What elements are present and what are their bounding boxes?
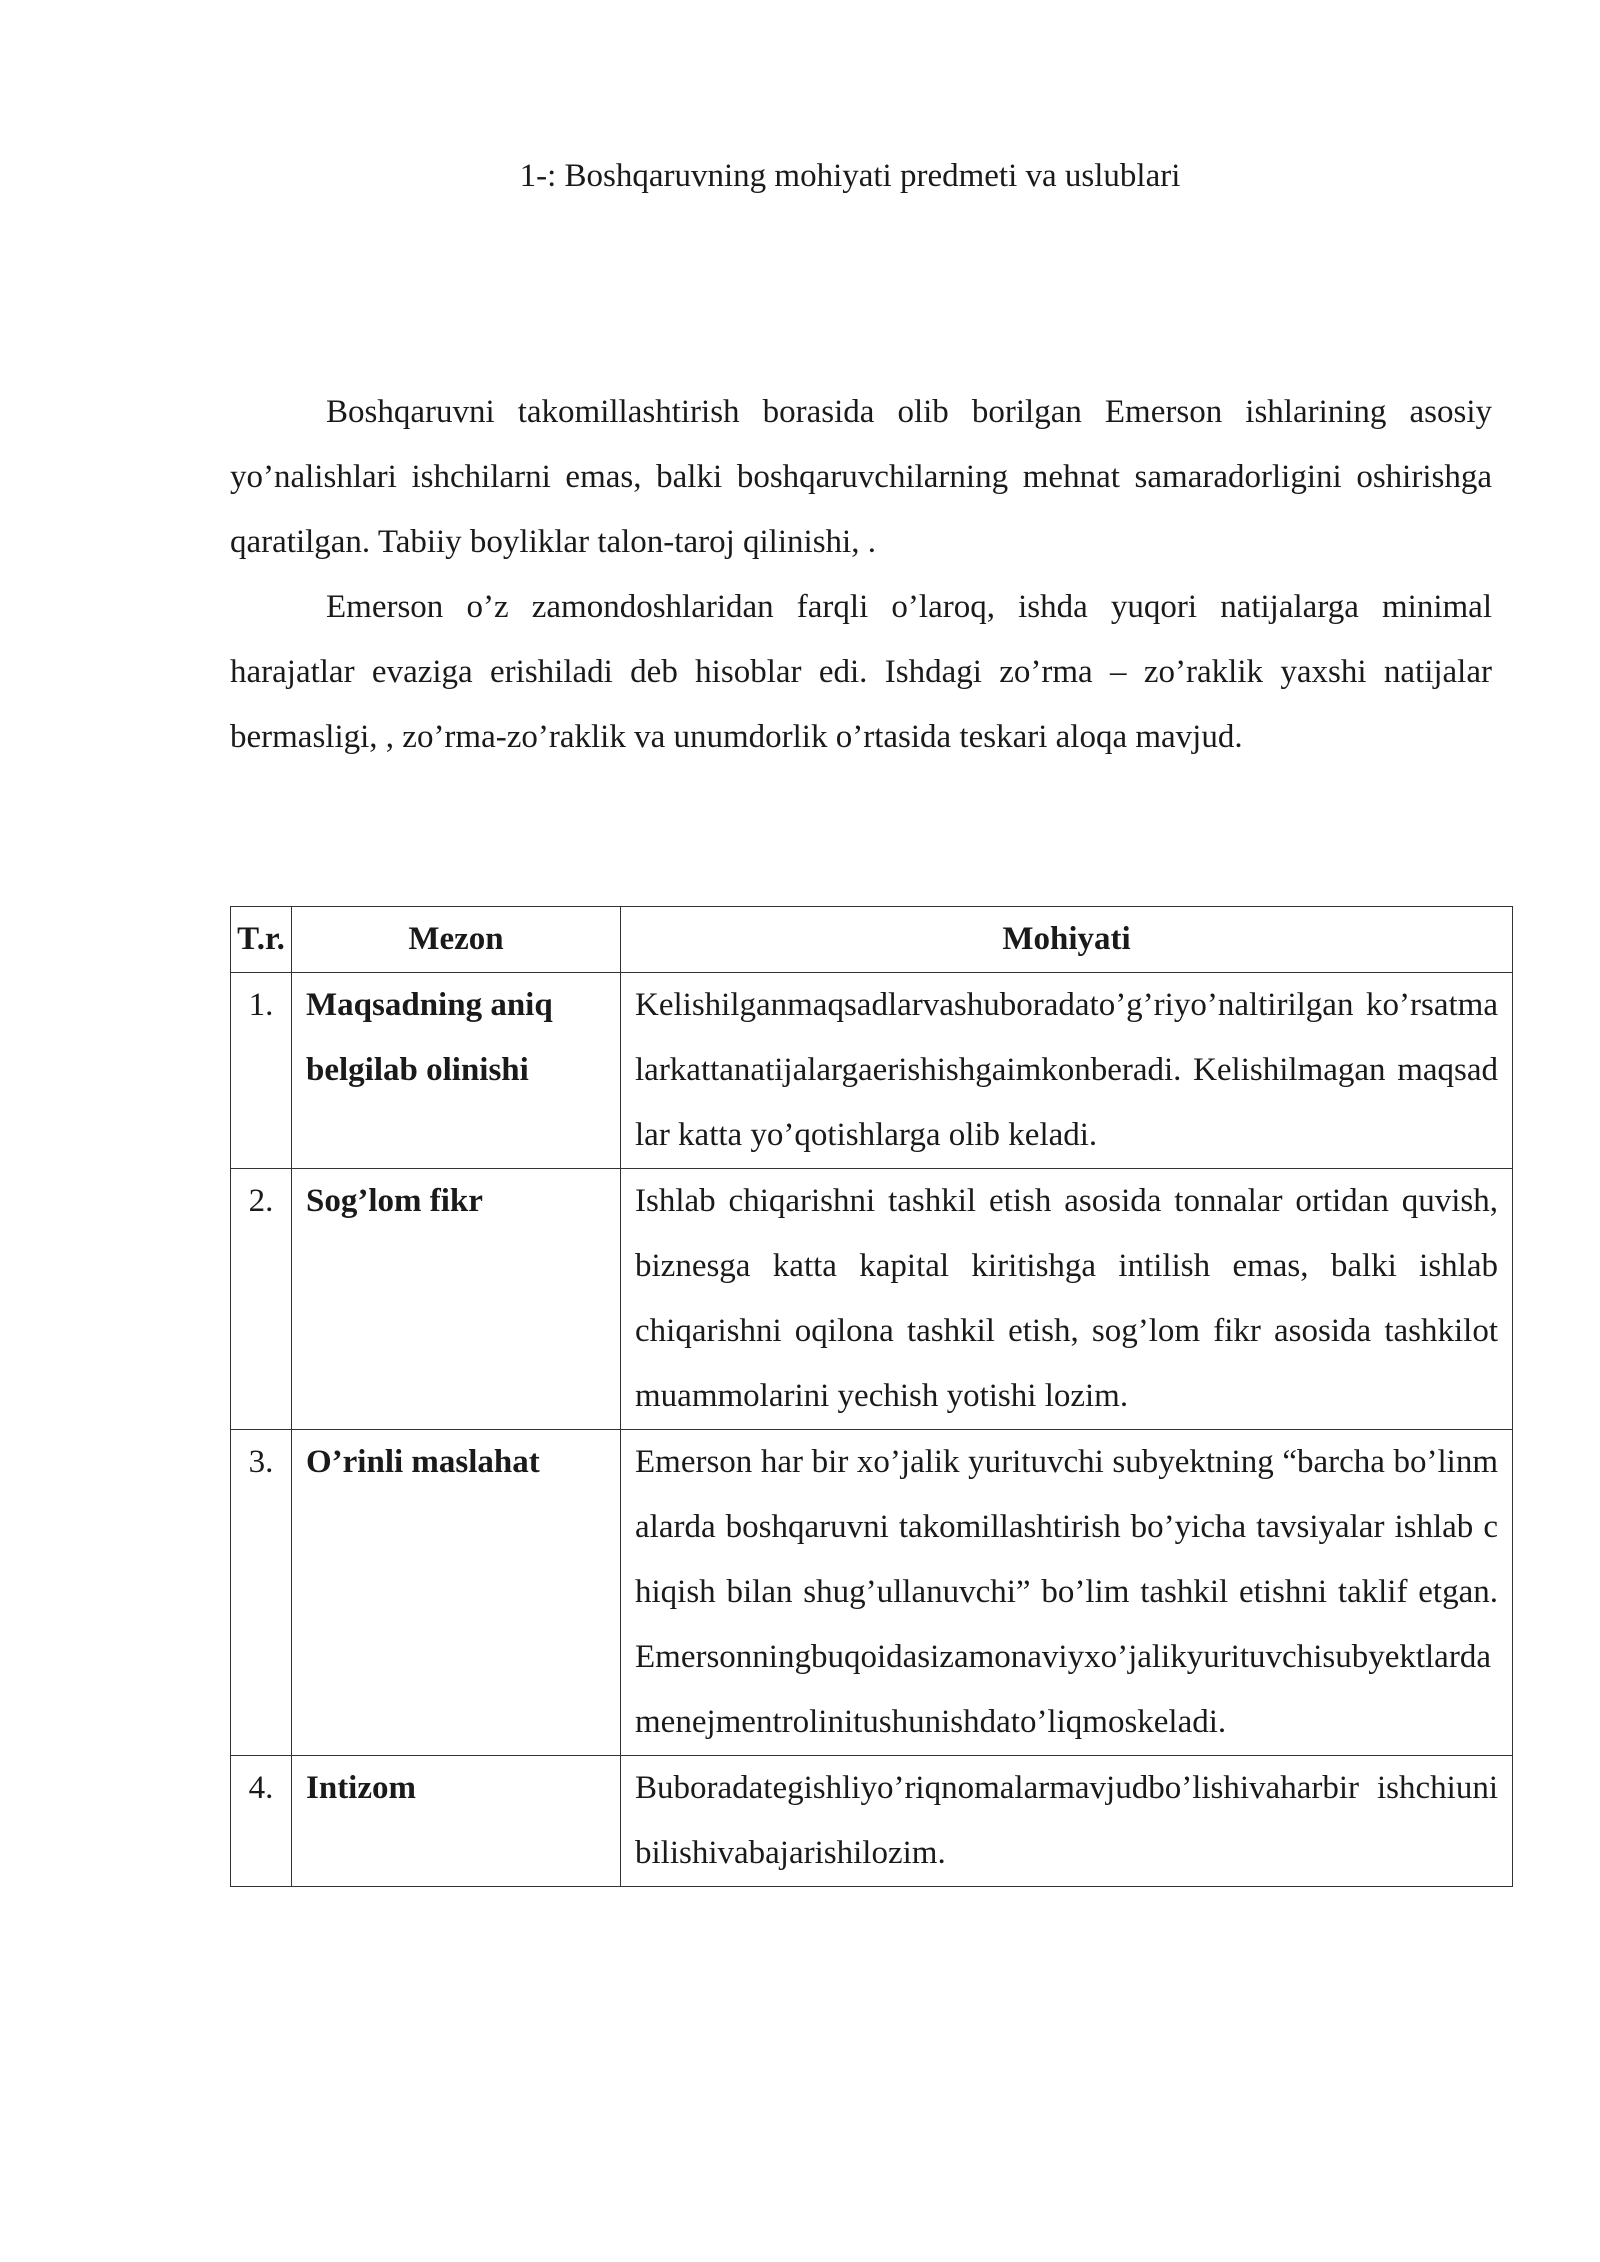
table-row [231,1756,1513,1887]
row-description: Buboradategishliyo’riqnomalarmavjudbo’lishivaharbir ishchiunibilishivabajarishilozim. [621,1756,1513,1887]
row-number: 2. [231,1169,292,1430]
row-number: 4. [231,1756,292,1887]
row-description: Kelishilganmaqsadlarvashuboradato’g’riyo’naltirilgan ko’rsatmalarkattanatijalargaerishishgaimkonberadi. Kelishilmagan maqsadlar katta yo’qotishlarga olib keladi. [621,973,1513,1169]
row-number: 1. [231,973,292,1169]
paragraph-2: Emerson o’z zamondoshlaridan farqli o’laroq, ishda yuqori natijalarga minimal harajatlar evaziga erishiladi deb hisoblar edi. Ishdagi zo’rma – zo’raklik yaxshi natijalar bermasligi, , zo’rma-zo’raklik va unumdorlik o’rtasida teskari aloqa mavjud. [230,589,1492,755]
page-title: 1-: Boshqaruvning mohiyati predmeti va uslublari [519,158,1181,194]
row-criterion: O’rinli maslahat [292,1430,621,1756]
table-row [231,1169,1513,1430]
row-description: Ishlab chiqarishni tashkil etish asosida tonnalar ortidan quvish, biznesga katta kapital kiritishga intilish emas, balki ishlab chiqarishni oqilona tashkil etish, sog’lom fikr asosida tashkilot muammolarini yechish yotishi lozim. [621,1169,1513,1430]
table-header-row [231,907,1513,973]
criteria-table [230,906,1513,1887]
row-description: Emerson har bir xo’jalik yurituvchi subyektning “barcha bo’linmalarda boshqaruvni takomillashtirish bo’yicha tavsiyalar ishlab chiqish bilan shug’ullanuvchi” bo’lim tashkil etishni taklif etgan. Emersonningbuqoidasizamonaviyxo’jalikyurituvchisubyektlardamenejmentrolinitushunishdato’liqmoskeladi. [621,1430,1513,1756]
row-number: 3. [231,1430,292,1756]
row-criterion: Intizom [292,1756,621,1887]
table-row [231,973,1513,1169]
header-description: Mohiyati [621,907,1513,973]
row-criterion: Sog’lom fikr [292,1169,621,1430]
header-number: T.r. [231,907,292,973]
table-row [231,1430,1513,1756]
body-text [230,380,1492,770]
row-criterion: Maqsadning aniq belgilab olinishi [292,973,621,1169]
paragraph-1: Boshqaruvni takomillashtirish borasida olib borilgan Emerson ishlarining asosiy yo’nalishlari ishchilarni emas, balki boshqaruvchilarning mehnat samaradorligini oshirishga qaratilgan. Tabiiy boyliklar talon-taroj qilinishi, . [230,394,1492,560]
header-criterion: Mezon [292,907,621,973]
